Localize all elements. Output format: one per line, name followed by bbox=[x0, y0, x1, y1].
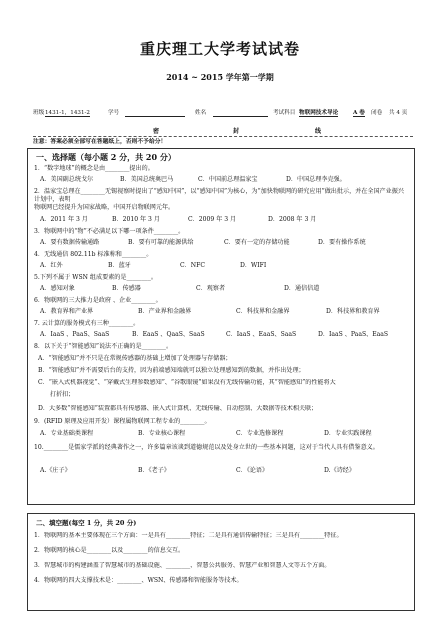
page-count: 共 4 页 bbox=[389, 110, 408, 116]
student-id-field[interactable] bbox=[125, 108, 185, 117]
q1-option-c: C．中国前总理温家宝 bbox=[198, 176, 258, 183]
section1-heading: 一、选择题（每小题 2 分，共 20 分） bbox=[36, 152, 176, 162]
student-id-label: 学号 bbox=[108, 110, 120, 116]
q3-text: 3．物联网中的“物”不必满足以下哪一项条件________。 bbox=[34, 228, 185, 235]
exam-mode: 闭卷 bbox=[371, 110, 383, 116]
q1-text: 1．“数字地球”的概念是由________提出的。 bbox=[34, 165, 154, 172]
q7-option-d: D．IaaS 、PaaS、EaaS bbox=[318, 331, 389, 338]
q3-option-a: A．要有数据传输通路 bbox=[40, 239, 100, 246]
q10-option-d: D.《诗经》 bbox=[324, 467, 355, 474]
name-field[interactable] bbox=[213, 108, 268, 117]
section2-heading: 二、填空题(每空 1 分，共 20 分) bbox=[36, 519, 137, 527]
q2-option-b: B．2010 年 3 月 bbox=[112, 216, 160, 223]
q7-option-b: B．EaaS 、QaaS、SaaS bbox=[132, 331, 205, 338]
q6-option-a: A．教育界和产业界 bbox=[40, 308, 94, 315]
q7-option-a: A．IaaS 、PaaS、SaaS bbox=[40, 331, 110, 338]
q10-option-b: B．《老子》 bbox=[138, 467, 170, 474]
answer-notice-2: 注意：答案必须全部写在答题纸上，否则不予给分！ bbox=[33, 139, 167, 145]
q5-option-c: C．观察者 bbox=[196, 285, 226, 292]
q9-option-b: B．专业核心课程 bbox=[138, 430, 186, 437]
q9-option-a: A．专业基础类课程 bbox=[40, 430, 94, 437]
q2-text: 2．温家宝总理在________无锡视察时提出了“感知中国”，以“感知中国”为核心，为“加快物联网的研究应用”做出批示，并在全国产业振兴计划中，表明 bbox=[34, 188, 404, 203]
q10-text: 10.________是儒家学派的经典著作之一，许多篇章该谈到道德规范以及处身立世的一些基本问题，这对于当代人具有借鉴意义。 bbox=[34, 444, 379, 451]
q3-option-c: C．要有一定的存储功能 bbox=[224, 239, 290, 246]
q6-option-c: C．科技界和金融界 bbox=[236, 308, 290, 315]
class-value: 1431-1，1431-2 bbox=[45, 110, 90, 116]
q5-option-a: A．感知对象 bbox=[40, 285, 75, 292]
q8-option-b: B．“智能感知”并不需要后台的支持，因为前端感知端就可以独立处理感知到的数据，并作出处理； bbox=[38, 367, 305, 374]
subject-value: 物联网技术导论 bbox=[299, 110, 339, 116]
q8-text: 8．以下关于“智能感知”说法不正确的是________。 bbox=[34, 343, 173, 350]
q9-text: 9．(RFID 原理及应用开发）课程属物联网工程专业的________。 bbox=[34, 418, 211, 425]
q4-option-b: B．蓝牙 bbox=[108, 262, 131, 269]
fill-q4-text: 4．物联网的四大支撑技术是：________、WSN、传感器和智能服务等技术。 bbox=[34, 577, 243, 584]
q1-option-d: D．中国总理李克强。 bbox=[286, 176, 346, 183]
q1-option-a: A．美国副总统戈尔 bbox=[40, 176, 94, 183]
q5-text: 5.下列不属于 WSN 组成要素的是________。 bbox=[34, 274, 157, 281]
fill-q2-text: 2．物联网的核心是________以及________的信息交互。 bbox=[34, 547, 185, 554]
q6-option-d: D．科技界和教育界 bbox=[326, 308, 380, 315]
seal-xian: 线 bbox=[315, 128, 322, 135]
q7-option-c: C．IaaS 、EaaS、SaaS bbox=[226, 331, 297, 338]
fill-q1-text: 1．物联网的基本主要体现在三个方面：一是具有________特征；二是具有通信传输特征；三是具有________特征。 bbox=[34, 532, 343, 539]
academic-term: 2014 ~ 2015 学年第一学期 bbox=[166, 72, 274, 82]
q9-option-c: C．专业选修课程 bbox=[236, 430, 284, 437]
fill-in-section bbox=[27, 513, 415, 611]
seal-mi: 密 bbox=[153, 128, 160, 135]
q2-text-cont: 物联网已经提升为国家战略，中国开启物联网元年。 bbox=[34, 204, 175, 211]
class-label: 班级 bbox=[33, 110, 45, 116]
q8-option-a: A．“智能感知”并不只是在常规传感器的基础上增加了处理器与存储器； bbox=[38, 355, 232, 362]
q6-option-b: B．产业界和金融界 bbox=[138, 308, 192, 315]
q8-option-c: C．“嵌入式机器视觉”、“穿戴式生理参数感知”、“谷歌眼镜”如果没有无线传输功能，其“智能感知”的性能将大 bbox=[38, 379, 336, 386]
exam-title: 重庆理工大学考试试卷 bbox=[139, 40, 300, 58]
student-info-row bbox=[33, 108, 413, 120]
q6-text: 6．物联网的三大推力是政府 、企业________。 bbox=[34, 297, 162, 304]
name-label: 姓名 bbox=[195, 110, 207, 116]
subject-label: 考试科目 bbox=[273, 110, 296, 116]
paper-type: A 卷 bbox=[353, 110, 365, 116]
q5-option-b: B．传感器 bbox=[112, 285, 141, 292]
q1-option-b: B．美国总统奥巴马 bbox=[120, 176, 174, 183]
q8-option-c-cont: 打折扣； bbox=[50, 391, 75, 398]
q3-option-b: B．要有可靠的能源供给 bbox=[128, 239, 194, 246]
q2-option-d: D．2008 年 3 月 bbox=[268, 216, 317, 223]
q4-option-c: C．NFC bbox=[180, 262, 205, 269]
q4-option-d: D．WIFI bbox=[240, 262, 267, 269]
multiple-choice-section bbox=[27, 148, 415, 505]
seal-feng: 封 bbox=[233, 128, 240, 135]
q9-option-d: D．专业实践课程 bbox=[324, 430, 372, 437]
q10-option-a: A.《庄子》 bbox=[40, 467, 71, 474]
q4-option-a: A．红外 bbox=[40, 262, 63, 269]
q3-option-d: D．要有操作系统 bbox=[318, 239, 366, 246]
q2-option-c: C．2009 年 3 月 bbox=[188, 216, 237, 223]
q5-option-d: D．通信信道 bbox=[284, 285, 320, 292]
q2-option-a: A．2011 年 3 月 bbox=[40, 216, 88, 223]
class-field[interactable] bbox=[45, 108, 90, 117]
fill-q3-text: 3．智慧城市的构建涵盖了智慧城市的基础设施、________、智慧公共服务、智慧产业和智慧人文等五个方面。 bbox=[34, 562, 331, 569]
q7-text: 7. 云计算的服务模式有三种________。 bbox=[34, 320, 140, 327]
q10-option-c: C．《论语》 bbox=[236, 467, 269, 474]
q4-text: 4．无线通信 802.11b 标准称和________。 bbox=[34, 251, 153, 258]
q8-option-d: D．大多数“智能感知”装置都具有传感器、嵌入式计算机、无线传输、自动控制、大数据等技术相关联； bbox=[38, 405, 318, 412]
